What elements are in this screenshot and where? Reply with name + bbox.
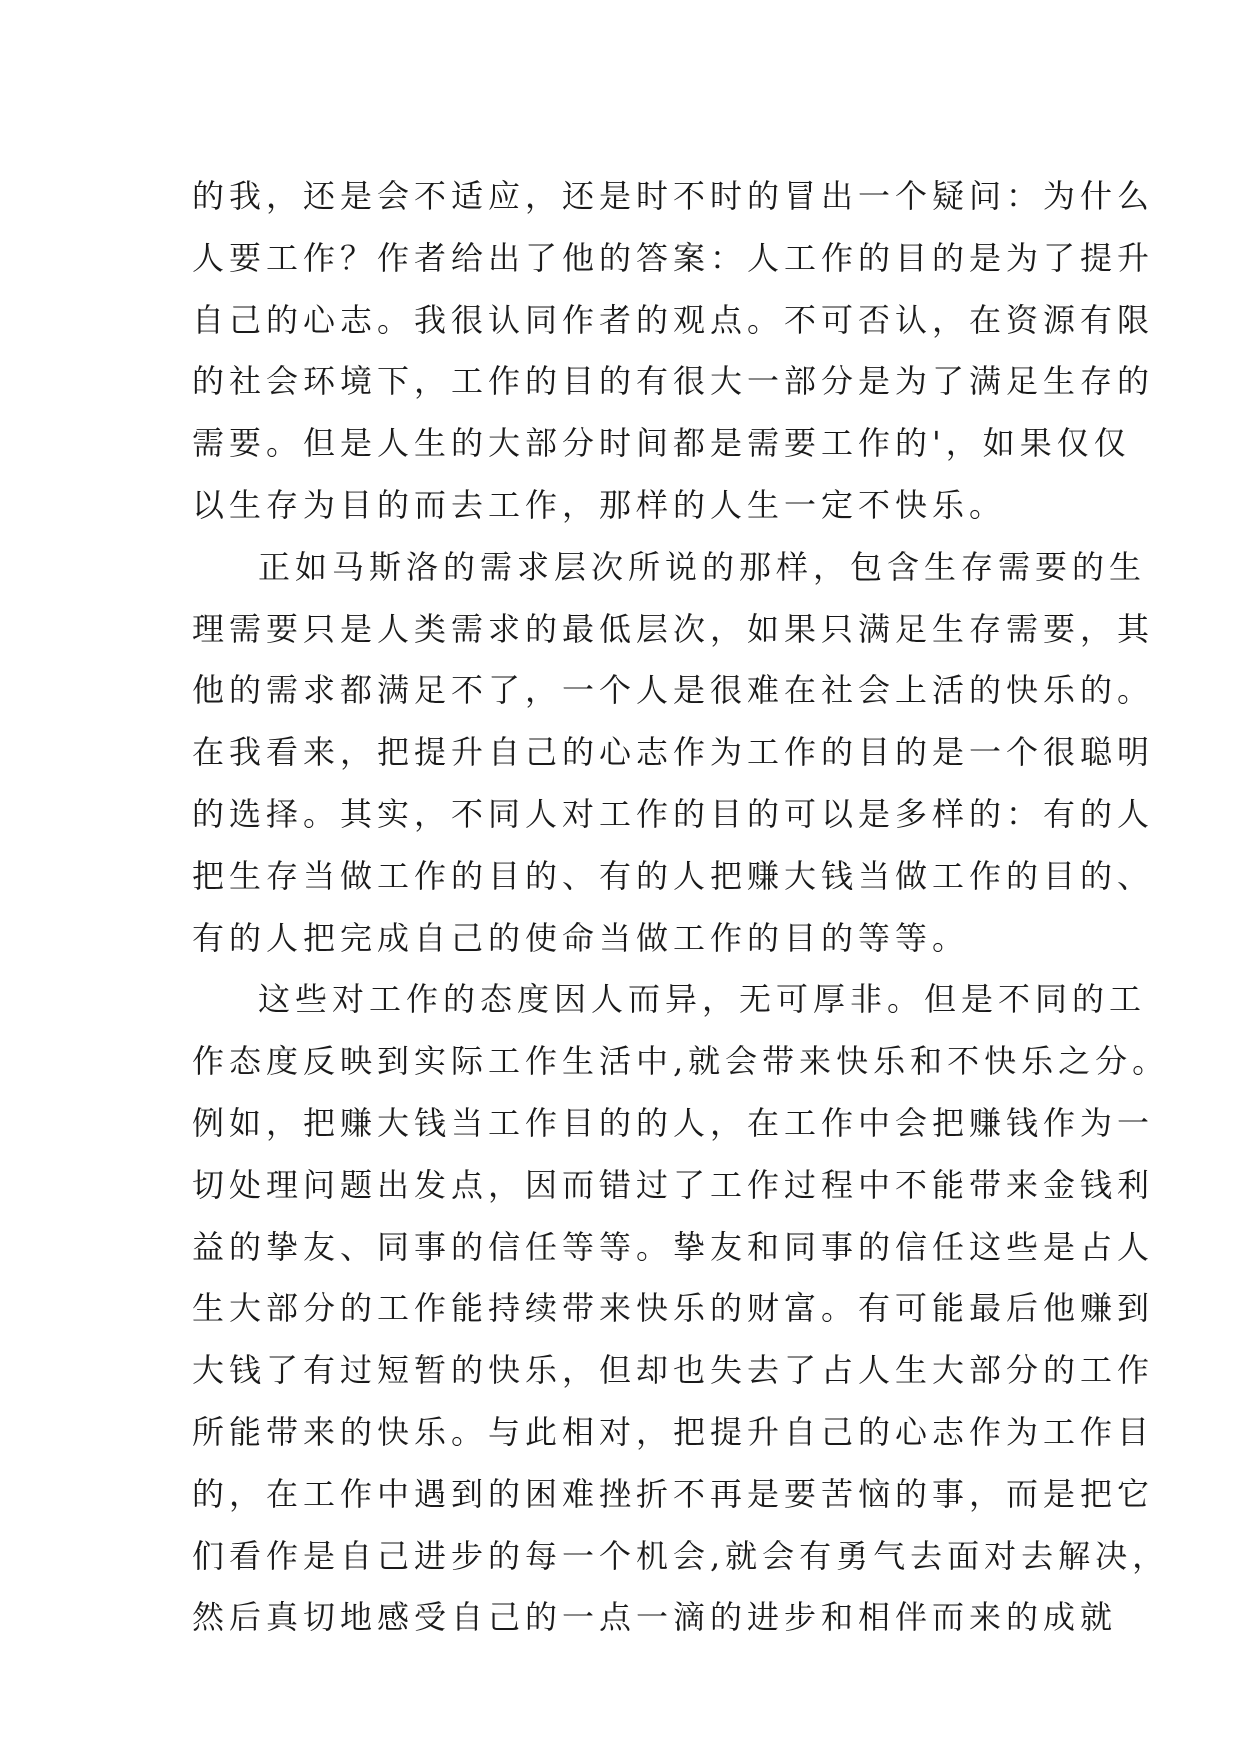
- text-line: 的，在工作中遇到的困难挫折不再是要苦恼的事，而是把它: [192, 1474, 1155, 1513]
- text-line: 然后真切地感受自己的一点一滴的进步和相伴而来的成就: [192, 1598, 1118, 1637]
- text-line: 在我看来，把提升自己的心志作为工作的目的是一个很聪明: [192, 733, 1155, 772]
- text-line: 益的挚友、同事的信任等等。挚友和同事的信任这些是占人: [192, 1227, 1155, 1266]
- text-line: 把生存当做工作的目的、有的人把赚大钱当做工作的目的、: [192, 856, 1155, 895]
- text-line: 们看作是自己进步的每一个机会,就会有勇气去面对去解决，: [192, 1536, 1170, 1575]
- text-line: 有的人把完成自己的使命当做工作的目的等等。: [192, 918, 970, 957]
- text-line: 所能带来的快乐。与此相对，把提升自己的心志作为工作目: [192, 1412, 1155, 1451]
- text-line: 理需要只是人类需求的最低层次，如果只满足生存需要，其: [192, 609, 1155, 648]
- text-line: 人要工作？作者给出了他的答案：人工作的目的是为了提升: [192, 238, 1155, 277]
- text-line: 例如，把赚大钱当工作目的的人，在工作中会把赚钱作为一: [192, 1103, 1155, 1142]
- text-line: 切处理问题出发点，因而错过了工作过程中不能带来金钱利: [192, 1165, 1155, 1204]
- body-text: [192, 166, 1170, 1649]
- text-line: 作态度反映到实际工作生活中,就会带来快乐和不快乐之分。: [192, 1042, 1170, 1081]
- text-line: 他的需求都满足不了，一个人是很难在社会上活的快乐的。: [192, 671, 1155, 710]
- text-line: 的社会环境下，工作的目的有很大一部分是为了满足生存的: [192, 362, 1155, 401]
- text-line: 生大部分的工作能持续带来快乐的财富。有可能最后他赚到: [192, 1289, 1155, 1328]
- paragraph-first-line: 正如马斯洛的需求层次所说的那样，包含生存需要的生: [258, 547, 1147, 586]
- paragraph-first-line: 这些对工作的态度因人而异，无可厚非。但是不同的工: [258, 980, 1147, 1019]
- text-line: 大钱了有过短暂的快乐，但却也失去了占人生大部分的工作: [192, 1351, 1155, 1390]
- text-line: 以生存为目的而去工作，那样的人生一定不快乐。: [192, 485, 1007, 524]
- text-line: 需要。但是人生的大部分时间都是需要工作的'，如果仅仅: [192, 424, 1131, 463]
- text-line: 的选择。其实，不同人对工作的目的可以是多样的：有的人: [192, 794, 1155, 833]
- text-line: 自己的心志。我很认同作者的观点。不可否认，在资源有限: [192, 300, 1155, 339]
- text-line: 的我，还是会不适应，还是时不时的冒出一个疑问：为什么: [192, 177, 1155, 215]
